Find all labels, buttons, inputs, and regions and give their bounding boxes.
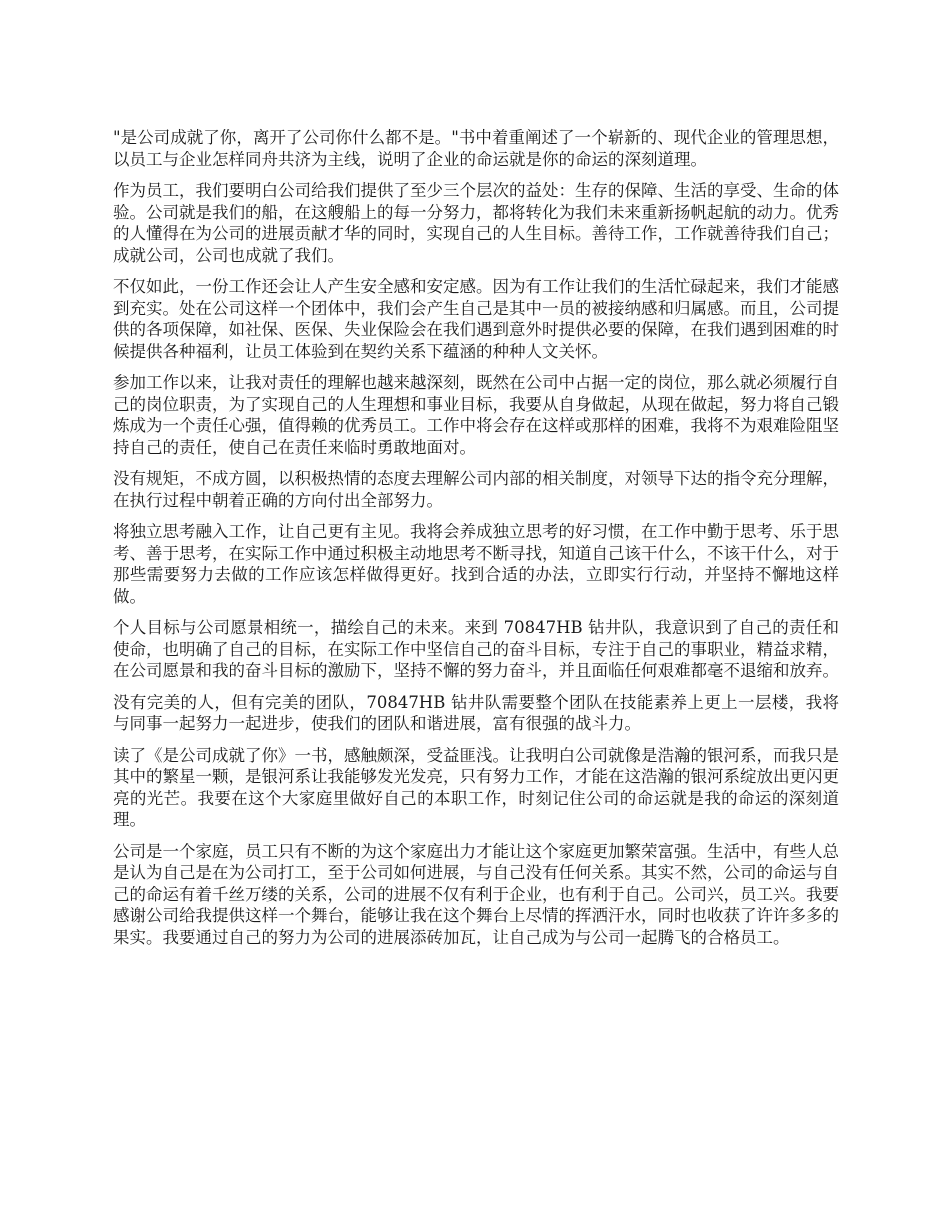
paragraph-3: 不仅如此，一份工作还会让人产生安全感和安定感。因为有工作让我们的生活忙碌起来，我们才能感到充实。处在公司这样一个团体中，我们会产生自己是其中一员的被接纳感和归属感。而且，公司提供的各项保障，如社保、医保、失业保险会在我们遇到意外时提供必要的保障，在我们遇到困难的时候提供各种福利，让员工体验到在契约关系下蕴涵的种种人文关怀。 — [113, 277, 839, 361]
paragraph-5: 没有规矩，不成方圆，以积极热情的态度去理解公司内部的相关制度，对领导下达的指令充分理解，在执行过程中朝着正确的方向付出全部努力。 — [113, 469, 839, 510]
paragraph-7: 个人目标与公司愿景相统一，描绘自己的未来。来到 70847HB 钻井队，我意识到了自己的责任和使命，也明确了自己的目标，在实际工作中坚信自己的奋斗目标，专注于自己的事职业，精益求精，在公司愿景和我的奋斗目标的激励下，坚持不懈的努力奋斗，并且面临任何艰难都毫不退缩和放弃。 — [113, 618, 839, 680]
paragraph-8: 没有完美的人，但有完美的团队，70847HB 钻井队需要整个团队在技能素养上更上一层楼，我将与同事一起努力一起进步，使我们的团队和谐进展，富有很强的战斗力。 — [113, 692, 839, 733]
paragraph-10: 公司是一个家庭，员工只有不断的为这个家庭出力才能让这个家庭更加繁荣富强。生活中，有些人总是认为自己是在为公司打工，至于公司如何进展，与自己没有任何关系。其实不然，公司的命运与自己的命运有着千丝万缕的关系，公司的进展不仅有利于企业，也有利于自己。公司兴，员工兴。我要感谢公司给我提供这样一个舞台，能够让我在这个舞台上尽情的挥洒汗水，同时也收获了许许多多的果实。我要通过自己的努力为公司的进展添砖加瓦，让自己成为与公司一起腾飞的合格员工。 — [113, 841, 839, 947]
paragraph-6: 将独立思考融入工作，让自己更有主见。我将会养成独立思考的好习惯，在工作中勤于思考、乐于思考、善于思考，在实际工作中通过积极主动地思考不断寻找，知道自己该干什么，不该干什么，对于那些需要努力去做的工作应该怎样做得更好。找到合适的办法，立即实行行动，并坚持不懈地这样做。 — [113, 522, 839, 606]
document-body — [113, 127, 839, 958]
paragraph-2: 作为员工，我们要明白公司给我们提供了至少三个层次的益处：生存的保障、生活的享受、生命的体验。公司就是我们的船，在这艘船上的每一分努力，都将转化为我们未来重新扬帆起航的动力。优秀的人懂得在为公司的进展贡献才华的同时，实现自己的人生目标。善待工作，工作就善待我们自己；成就公司，公司也成就了我们。 — [113, 181, 839, 265]
paragraph-1: "是公司成就了你，离开了公司你什么都不是。"书中着重阐述了一个崭新的、现代企业的管理思想，以员工与企业怎样同舟共济为主线，说明了企业的命运就是你的命运的深刻道理。 — [113, 128, 839, 169]
paragraph-9: 读了《是公司成就了你》一书，感触颇深，受益匪浅。让我明白公司就像是浩瀚的银河系，而我只是其中的繁星一颗，是银河系让我能够发光发亮，只有努力工作，才能在这浩瀚的银河系绽放出更闪更亮的光芒。我要在这个大家庭里做好自己的本职工作，时刻记住公司的命运就是我的命运的深刻道理。 — [113, 745, 839, 829]
paragraph-4: 参加工作以来，让我对责任的理解也越来越深刻，既然在公司中占据一定的岗位，那么就必须履行自己的岗位职责，为了实现自己的人生理想和事业目标，我要从自身做起，从现在做起，努力将自己锻炼成为一个责任心强，值得赖的优秀员工。工作中将会存在这样或那样的困难，我将不为艰难险阻坚持自己的责任，使自己在责任来临时勇敢地面对。 — [113, 373, 839, 457]
